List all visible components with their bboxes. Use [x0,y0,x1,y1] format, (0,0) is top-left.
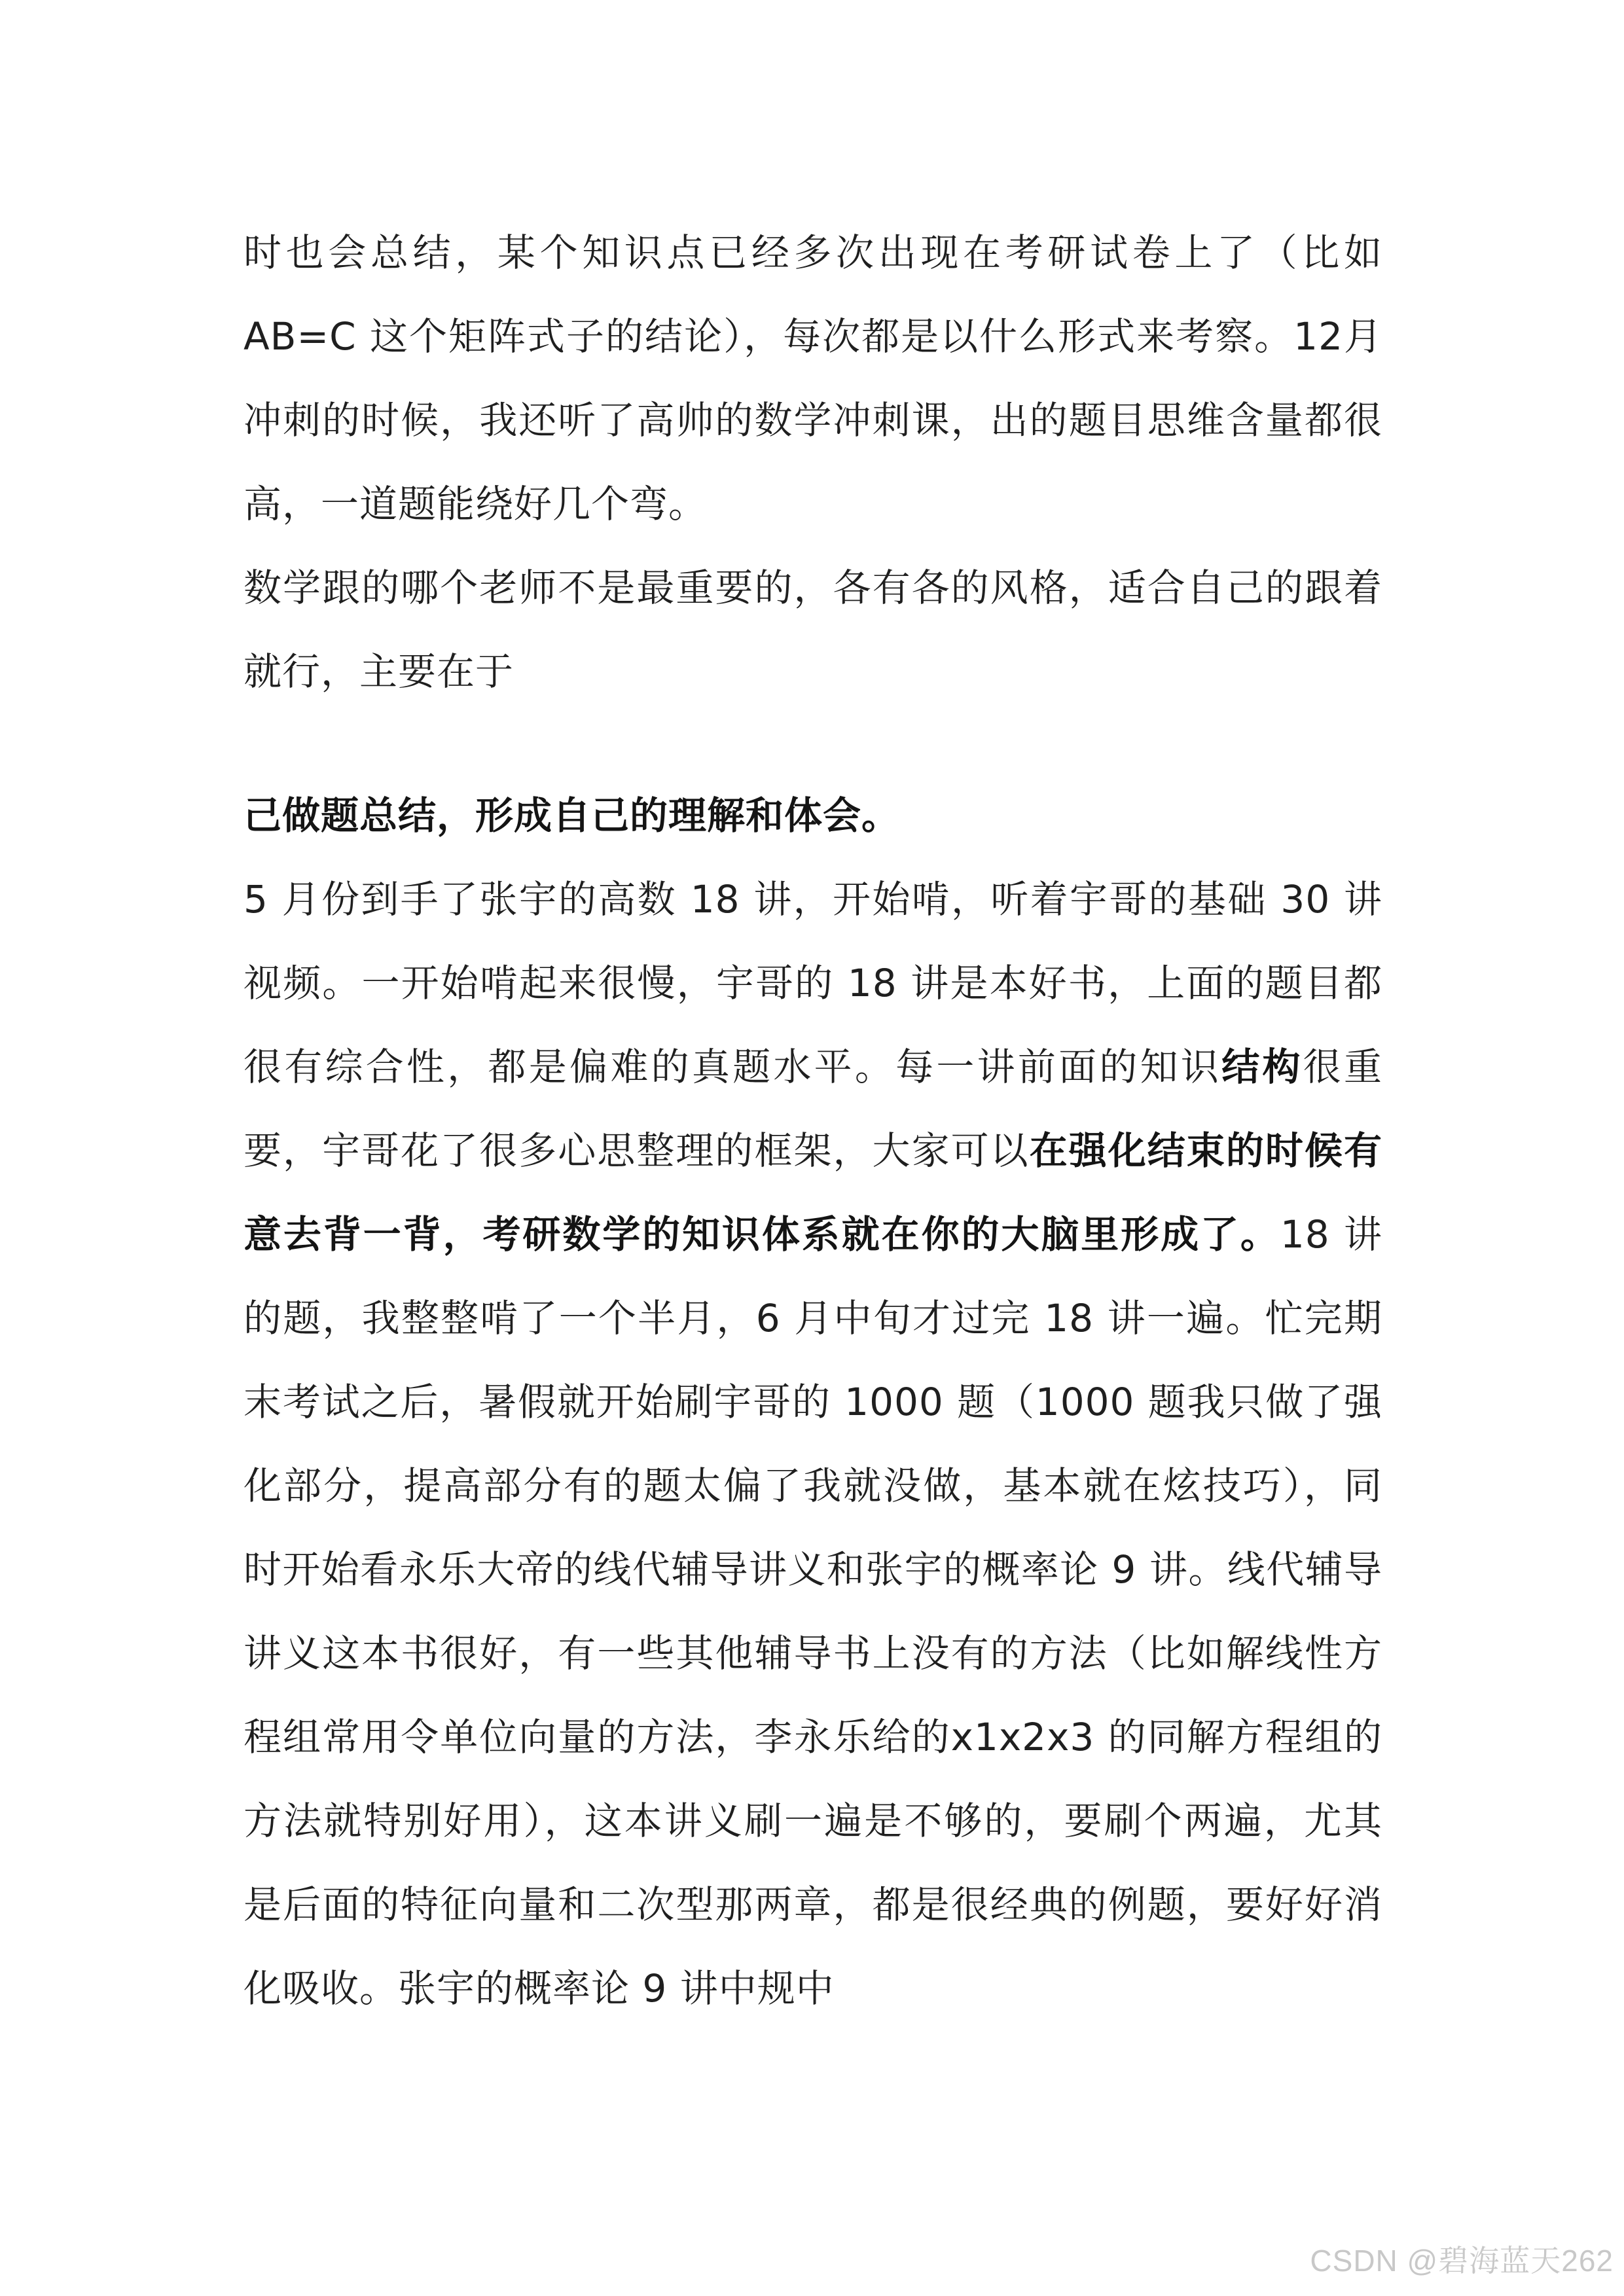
paragraph-4-part-1: 5 月份到手了张宇的高数 18 讲，开始啃，听着宇哥的基础 30 讲视频。一开始啃起来很慢，宇哥的 18 讲是本好书，上面的题目都很有综合性，都是偏难的真题水平。每一讲前面的知识 [244,877,1382,1089]
bold-summary-text: 己做题总结，形成自己的理解和体会。 [244,793,901,838]
paragraph-4-part-3: 18 讲的题，我整整啃了一个半月，6 月中旬才过完 18 讲一遍。忙完期末考试之后，暑假就开始刷宇哥的 1000 题（1000 题我只做了强化部分，提高部分有的题太偏了我就没做，基本就在炫技巧），同时开始看永乐大帝的线代辅导讲义和张宇的概率论 9 讲。线代辅导讲义这本书很好，有一些其他辅导书上没有的方法（比如解线性方程组常用令单位向量的方法，李永乐给的x1x2x3 的同解方程组的方法就特别好用），这本讲义刷一遍是不够的，要刷个两遍，尤其是后面的特征向量和二次型那两章，都是很经典的例题，要好好消化吸收。张宇的概率论 9 讲中规中 [244,1212,1382,2011]
paragraph-2: 数学跟的哪个老师不是最重要的，各有各的风格，适合自己的跟着就行，主要在于 [244,565,1382,694]
paragraph-4-part-2: 很重要，宇哥花了很多心思整理的框架，大家可以 [244,1045,1382,1173]
document-body [244,211,1382,2030]
paragraph-4-bold-2: 在强化结束的时候有意去背一背，考研数学的知识体系就在你的大脑里形成了。 [244,1128,1382,1257]
paragraph-3-bold [244,774,1382,857]
paragraph-1: 时也会总结，某个知识点已经多次出现在考研试卷上了（比如AB=C 这个矩阵式子的结论），每次都是以什么形式来考察。12月冲刺的时候，我还听了高帅的数学冲刺课，出的题目思维含量都很高，一道题能绕好几个弯。 [244,230,1382,526]
csdn-watermark: CSDN @碧海蓝天262 [1310,2244,1614,2278]
paragraph-4 [244,857,1382,2030]
paragraph-4-bold-1: 结构 [1221,1045,1303,1089]
